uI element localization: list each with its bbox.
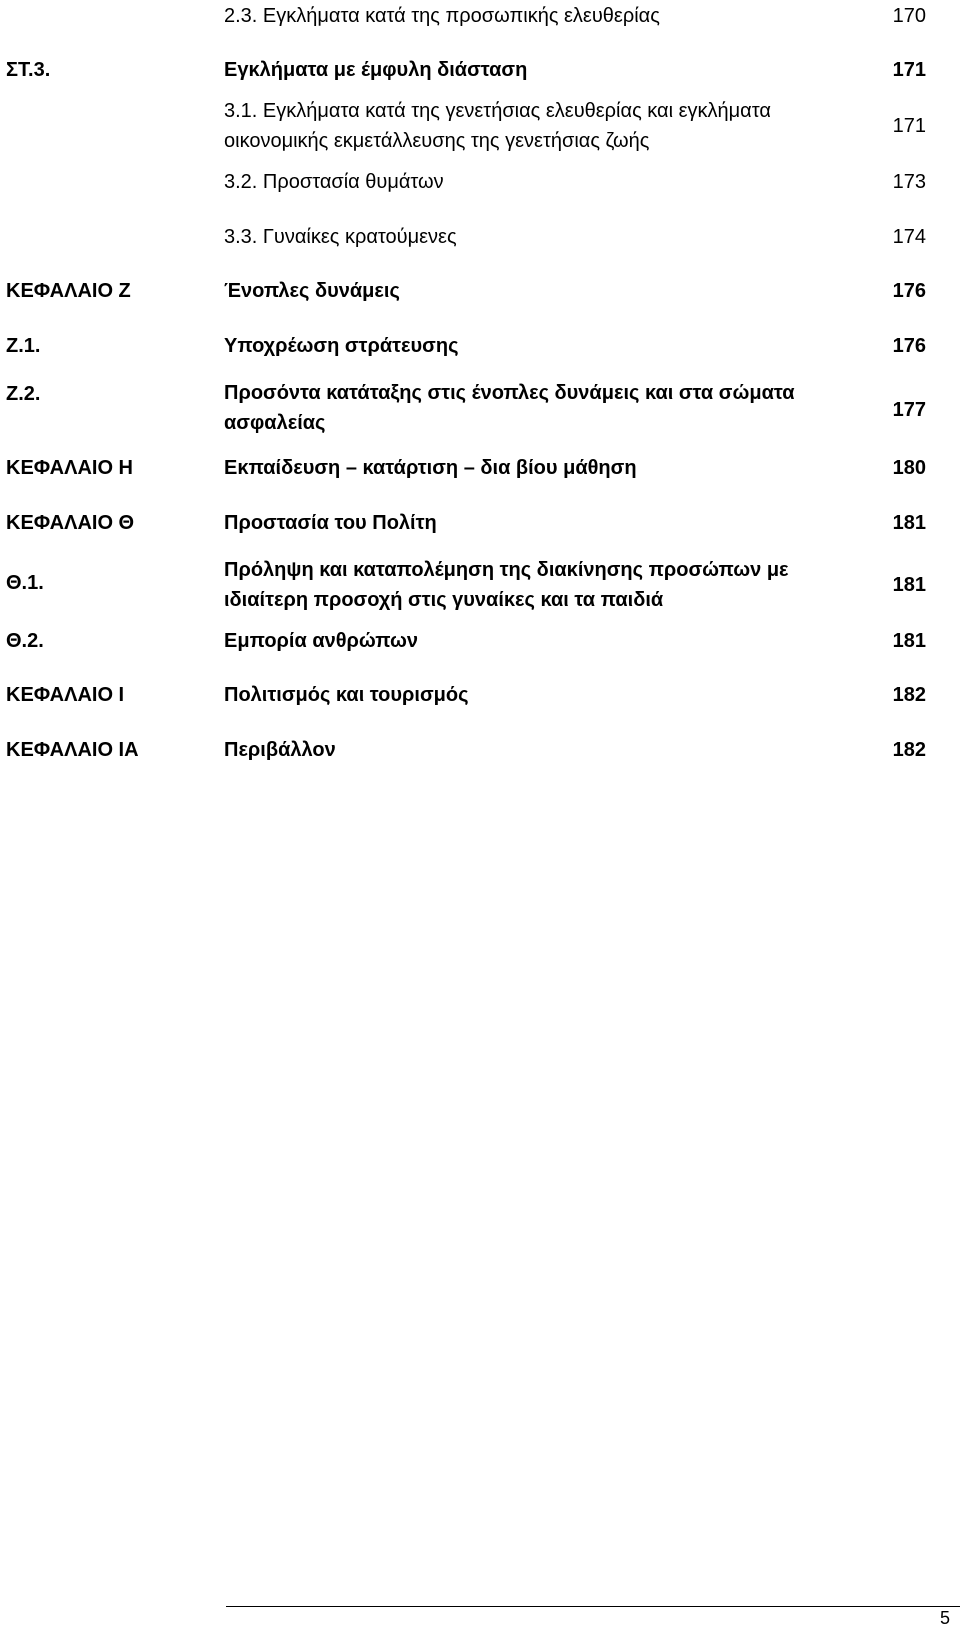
toc-label: Ζ.2.	[6, 383, 41, 405]
toc-label: ΚΕΦΑΛΑΙΟ Θ	[6, 512, 135, 534]
toc-title: Προστασία του Πολίτη	[224, 512, 437, 534]
toc-label: Θ.2.	[6, 630, 44, 652]
toc-title: Περιβάλλον	[224, 739, 336, 761]
toc-label: Θ.1.	[6, 572, 44, 594]
toc-page: 170	[892, 5, 926, 27]
toc-page: 176	[892, 335, 926, 357]
toc-title: Ένοπλες δυνάμεις	[224, 280, 400, 302]
toc-page: 181	[892, 630, 926, 652]
footer-divider	[226, 1606, 960, 1607]
toc-page: 177	[892, 399, 926, 421]
toc-page: 181	[892, 512, 926, 534]
page-number: 5	[939, 1608, 950, 1628]
toc-title: Πολιτισμός και τουρισμός	[224, 684, 469, 706]
toc-title: Εγκλήματα με έμφυλη διάσταση	[224, 59, 528, 81]
toc-label: ΣΤ.3.	[6, 59, 51, 81]
toc-label: ΚΕΦΑΛΑΙΟ Ι	[6, 684, 125, 706]
toc-title: Προσόντα κατάταξης στις ένοπλες δυνάμεις και στα σώματα ασφαλείας	[224, 382, 795, 434]
toc-title: 2.3. Εγκλήματα κατά της προσωπικής ελευθερίας	[224, 5, 660, 27]
toc-title: Εκπαίδευση – κατάρτιση – δια βίου μάθηση	[224, 457, 637, 479]
toc-label: ΚΕΦΑΛΑΙΟ Η	[6, 457, 134, 479]
toc-title: Εμπορία ανθρώπων	[224, 630, 419, 652]
toc-page: 182	[892, 739, 926, 761]
toc-page: 176	[892, 280, 926, 302]
toc-page: 171	[892, 59, 926, 81]
toc-page: 171	[892, 115, 926, 137]
toc-label: ΚΕΦΑΛΑΙΟ Ζ	[6, 280, 131, 302]
toc-label: Ζ.1.	[6, 335, 41, 357]
toc-title: Υποχρέωση στράτευσης	[224, 335, 459, 357]
toc-page: 173	[892, 171, 926, 193]
toc-label: ΚΕΦΑΛΑΙΟ ΙΑ	[6, 739, 139, 761]
toc-title: 3.3. Γυναίκες κρατούμενες	[224, 226, 457, 248]
toc-page: 180	[892, 457, 926, 479]
toc-page: 181	[892, 574, 926, 596]
toc-page: 174	[892, 226, 926, 248]
toc-title: 3.1. Εγκλήματα κατά της γενετήσιας ελευθερίας και εγκλήματα οικονομικής εκμετάλλευσης της γενετήσιας ζωής	[224, 100, 771, 152]
toc-title: 3.2. Προστασία θυμάτων	[224, 171, 444, 193]
toc-page: 182	[892, 684, 926, 706]
toc-title: Πρόληψη και καταπολέμηση της διακίνησης προσώπων με ιδιαίτερη προσοχή στις γυναίκες και τα παιδιά	[224, 559, 789, 611]
